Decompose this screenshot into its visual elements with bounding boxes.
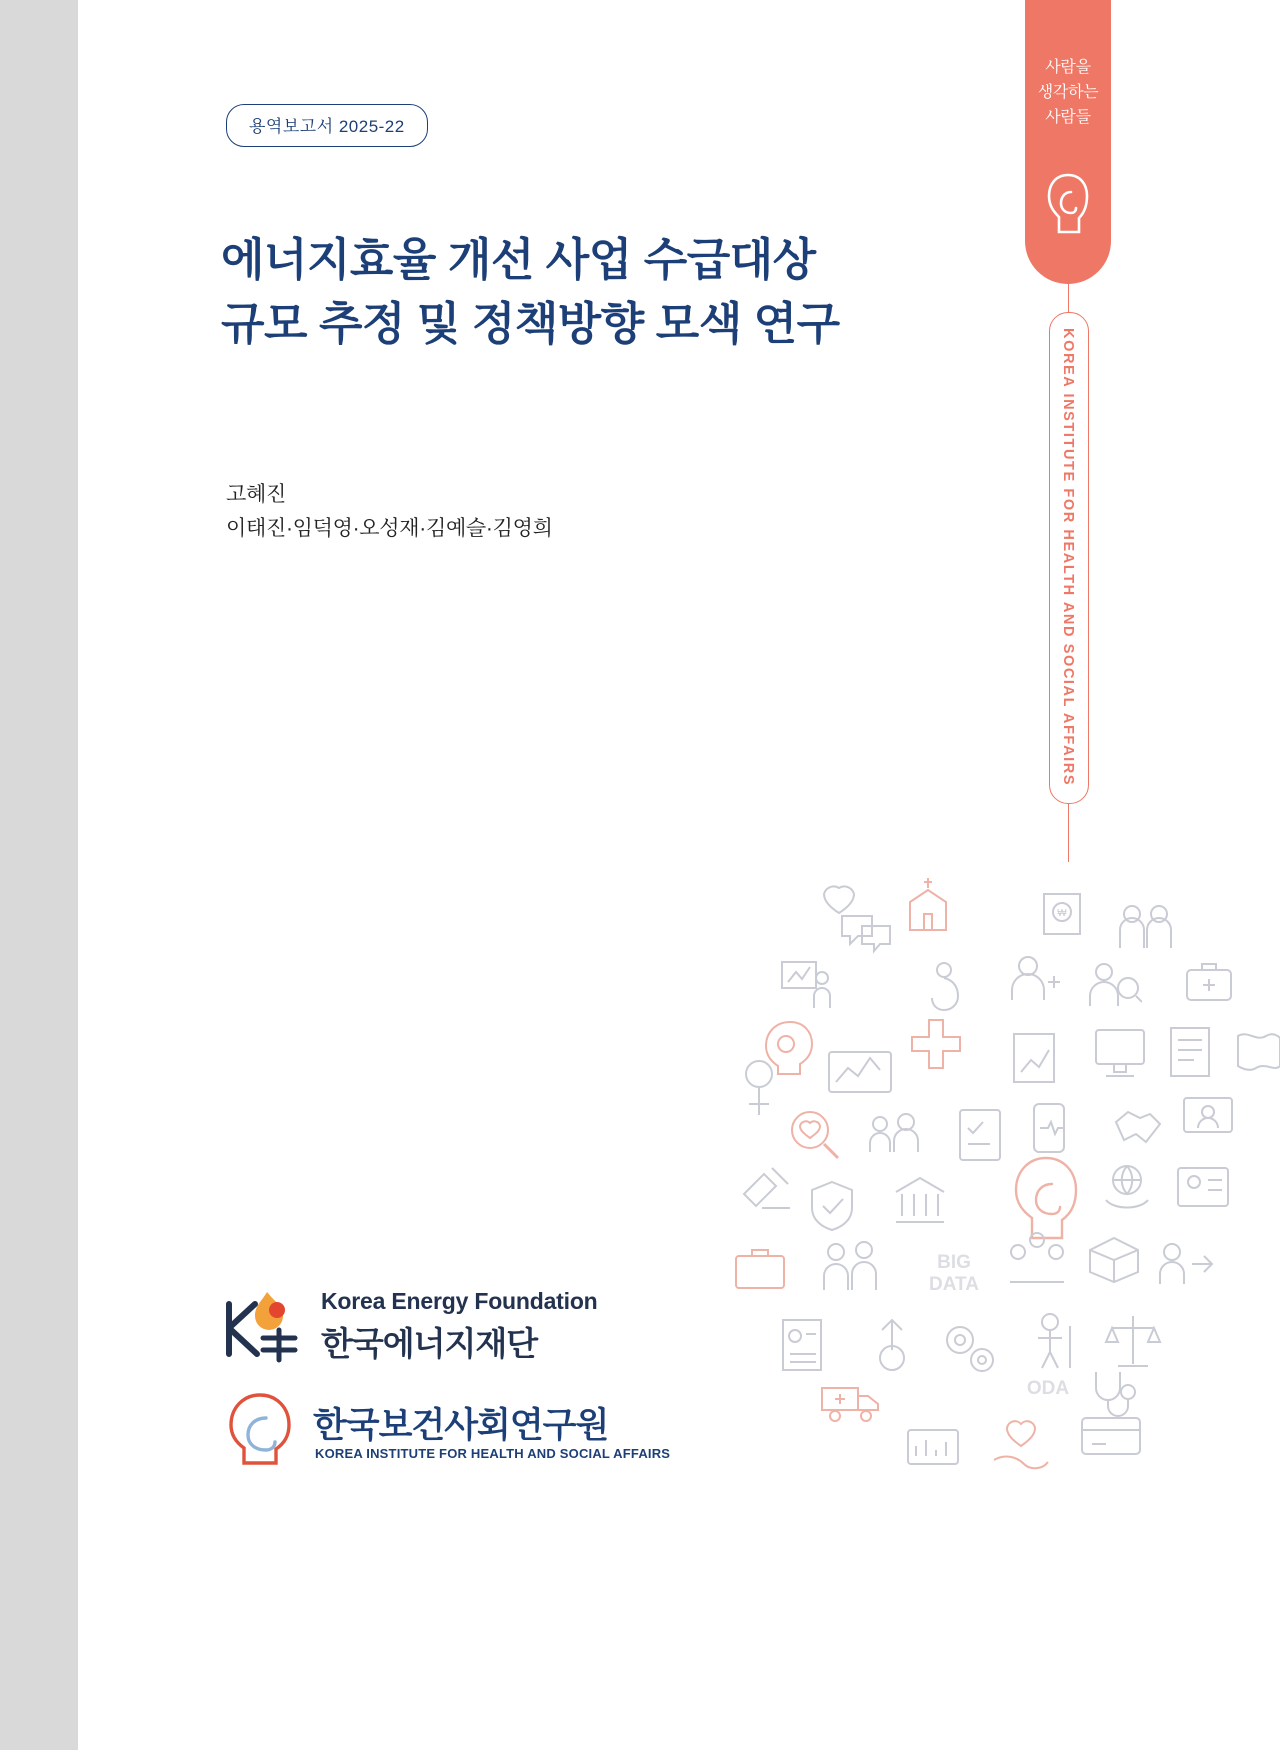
person-up-arrow-icon: [868, 1312, 916, 1374]
word-big-data: [914, 1252, 994, 1296]
decorative-icon-cloud: [718, 860, 1280, 1480]
delivery-box-icon: [1084, 1232, 1144, 1286]
kef-name-kr: 한국에너지재단: [321, 1325, 538, 1362]
world-map-icon: [1234, 1026, 1280, 1078]
scales-of-justice-icon: [1104, 1310, 1162, 1372]
authors-co: 이태진·임덕영·오성재·김예슬·김영희: [226, 516, 553, 540]
kef-name-en: Korea Energy Foundation: [321, 1288, 598, 1314]
handshake-hand-icon: [1110, 1098, 1166, 1148]
heart-shield-icon: [822, 882, 856, 916]
chart-monitor-icon: [826, 1048, 894, 1096]
report-number-badge: 용역보고서 2025-22: [226, 104, 428, 147]
money-document-icon: [1040, 890, 1084, 938]
pregnancy-icon: [918, 960, 978, 1012]
two-people-icon: [1114, 902, 1176, 950]
title-line-2: 규모 추정 및 정책방향 모색 연구: [221, 297, 840, 349]
desktop-computer-icon: [1090, 1026, 1150, 1082]
data-screen-icon: [904, 1426, 962, 1474]
word-oda: [1008, 1378, 1088, 1400]
word-big-data-line1: BIG: [937, 1252, 971, 1273]
kihasa-face-logo-icon: [221, 1390, 299, 1468]
gavel-icon: [738, 1160, 800, 1218]
kef-flame-icon: [221, 1286, 313, 1366]
slogan-line-1: 사람을: [1045, 59, 1091, 76]
shield-check-icon: [806, 1178, 858, 1234]
resume-document-icon: [778, 1316, 826, 1374]
title-line-1: 에너지효율 개선 사업 수급대상: [221, 234, 816, 285]
side-tag-institute-name: KOREA INSTITUTE FOR HEALTH AND SOCIAL AFFAIRS: [1060, 327, 1076, 787]
presentation-person-icon: [778, 956, 836, 1012]
family-group-icon: [868, 1112, 934, 1156]
bank-building-icon: [892, 1172, 948, 1228]
first-aid-kit-icon: [1184, 960, 1234, 1004]
add-user-icon: [1008, 952, 1060, 1004]
kihasa-name-kr: 한국보건사회연구원: [313, 1406, 609, 1445]
briefcase-icon: [732, 1244, 788, 1294]
gender-symbol-icon: [740, 1056, 778, 1122]
credit-card-icon: [1078, 1408, 1148, 1464]
kihasa-face-large-icon: [1010, 1154, 1082, 1242]
slogan-line-3: 사람들: [1045, 108, 1091, 126]
side-tag-slogan: [1025, 56, 1111, 130]
mobile-health-icon: [1024, 1100, 1084, 1156]
ambulance-icon: [818, 1376, 882, 1424]
slogan-line-2: 생각하는: [1037, 83, 1099, 101]
svg-text:₩: ₩: [1057, 908, 1067, 919]
kihasa-face-icon: [1046, 172, 1090, 236]
family-of-three-icon: [822, 1238, 886, 1294]
author-main: 고혜진: [226, 483, 286, 506]
page-title: [221, 228, 1001, 356]
left-margin-strip: [0, 0, 78, 1750]
hand-heart-icon: [990, 1420, 1052, 1478]
monitor-person-icon: [1180, 1092, 1236, 1146]
person-arrow-icon: [1158, 1240, 1216, 1288]
person-id-card-icon: [1174, 1160, 1232, 1214]
author-block: [226, 478, 553, 545]
hand-globe-icon: [1098, 1160, 1156, 1216]
heart-magnifier-icon: [788, 1108, 842, 1162]
elderly-person-icon: [1026, 1310, 1084, 1370]
gears-icon: [936, 1318, 1004, 1380]
checklist-clipboard-icon: [954, 1104, 1006, 1166]
medical-cross-icon: [908, 1016, 964, 1072]
people-search-icon: [1086, 960, 1142, 1010]
kihasa-logo: [221, 1390, 671, 1482]
report-document-icon: [1166, 1024, 1214, 1080]
institute-side-tag: [1025, 0, 1111, 864]
word-oda-line1: ODA: [1026, 1378, 1070, 1399]
kef-logo: [221, 1282, 641, 1372]
cover-sheet: [78, 0, 1280, 1750]
word-big-data-line2: DATA: [929, 1273, 979, 1295]
church-icon: [900, 876, 956, 934]
side-tag-head: [1025, 0, 1111, 284]
kihasa-name-en: KOREA INSTITUTE FOR HEALTH AND SOCIAL AFFAIRS: [315, 1446, 671, 1461]
growth-chart-icon: [1010, 1028, 1058, 1088]
group-meeting-icon: [1006, 1230, 1068, 1290]
